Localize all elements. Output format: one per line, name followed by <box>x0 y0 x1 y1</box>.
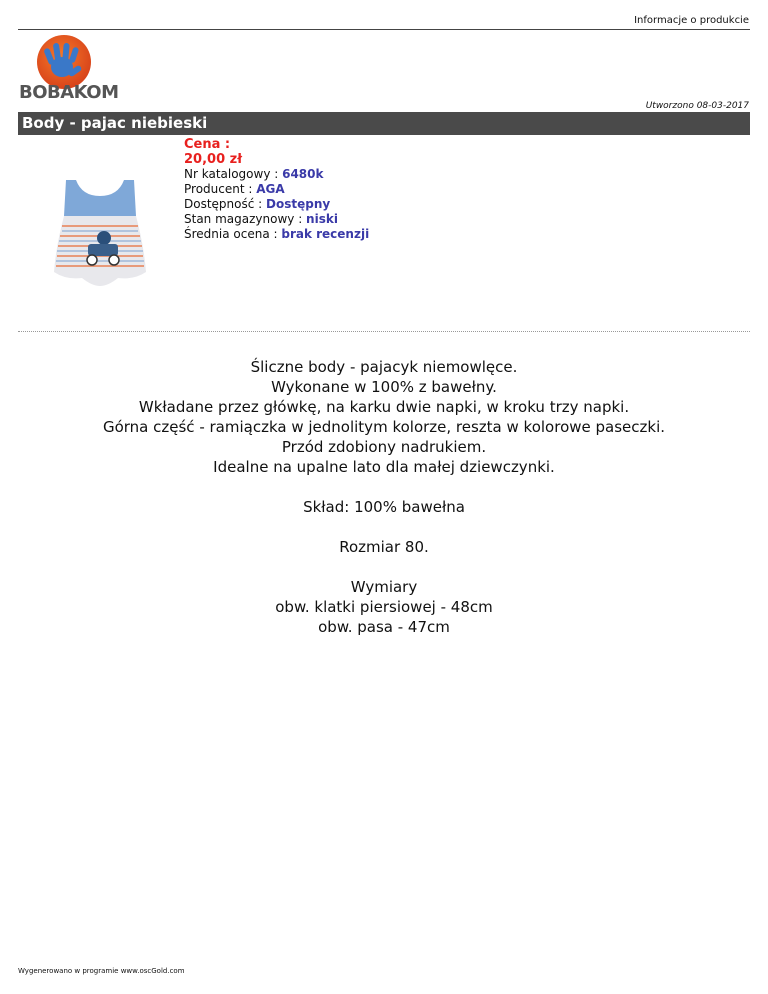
product-image <box>48 176 152 288</box>
description-line: Górna część - ramiączka w jednolitym kolorze, reszta w kolorowe paseczki. <box>102 418 666 436</box>
detail-value: brak recenzji <box>281 227 370 241</box>
description-line: Przód zdobiony nadrukiem. <box>281 438 487 456</box>
detail-value: Dostępny <box>266 197 331 211</box>
footer-text: Wygenerowano w programie www.oscGold.com <box>18 967 185 975</box>
detail-label: Producent : <box>184 182 257 196</box>
detail-label: Stan magazynowy : <box>184 212 307 226</box>
section-divider <box>18 331 750 332</box>
price-label: Cena : <box>184 137 231 152</box>
composition: Skład: 100% bawełna <box>303 498 465 516</box>
page-header-title: Informacje o produkcie <box>634 15 749 26</box>
product-name: Body - pajac niebieski <box>22 114 208 132</box>
description-line: Śliczne body - pajacyk niemowlęce. <box>250 358 518 376</box>
detail-value: niski <box>306 212 338 226</box>
detail-label: Średnia ocena : <box>184 227 282 241</box>
dimensions-title: Wymiary <box>350 578 418 596</box>
description-line: Idealne na upalne lato dla małej dziewczynki. <box>213 458 555 476</box>
description-line: Wkładane przez główkę, na karku dwie napki, w kroku trzy napki. <box>138 398 630 416</box>
detail-value: AGA <box>256 182 285 196</box>
header-divider <box>18 29 750 30</box>
product-description <box>18 357 750 637</box>
detail-value: 6480k <box>282 167 324 181</box>
dimension-line: obw. klatki piersiowej - 48cm <box>275 598 493 616</box>
detail-catalog-number <box>184 167 369 182</box>
detail-label: Nr katalogowy : <box>184 167 283 181</box>
product-info <box>184 137 369 242</box>
detail-label: Dostępność : <box>184 197 267 211</box>
detail-producer <box>184 182 369 197</box>
detail-stock <box>184 212 369 227</box>
description-line: Wykonane w 100% z bawełny. <box>271 378 497 396</box>
logo-text: BOBAKOM <box>19 82 119 103</box>
detail-availability <box>184 197 369 212</box>
detail-rating <box>184 227 369 242</box>
price-value: 20,00 zł <box>184 152 243 167</box>
product-title-bar <box>18 112 750 135</box>
size: Rozmiar 80. <box>339 538 429 556</box>
created-date: Utworzono 08-03-2017 <box>645 101 749 111</box>
dimension-line: obw. pasa - 47cm <box>318 618 450 636</box>
